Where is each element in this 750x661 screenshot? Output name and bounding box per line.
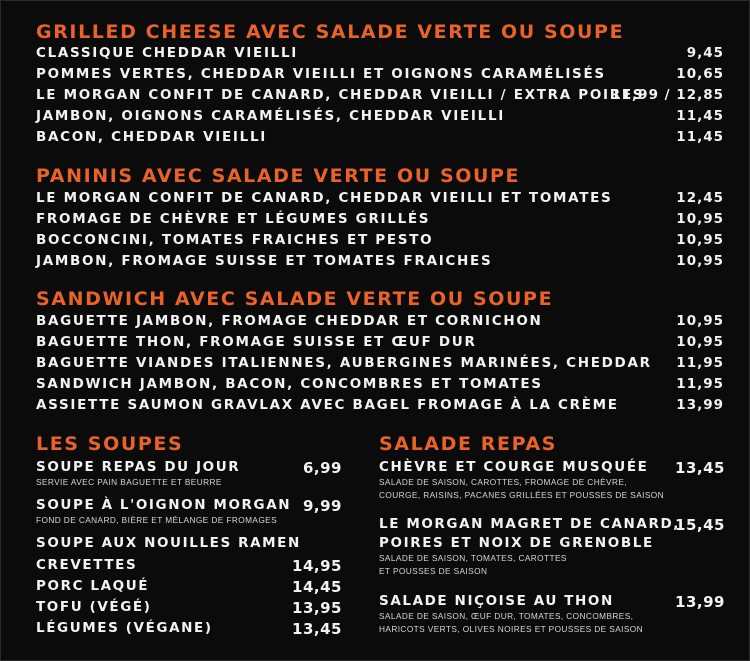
- salad-item: [379, 516, 725, 576]
- item-price: 10,95: [676, 313, 724, 329]
- item-price: 10,95: [676, 211, 724, 227]
- item-price: 13,99: [675, 593, 725, 611]
- item-description: FOND DE CANARD, BIÈRE ET MÉLANGE DE FROMAGES: [36, 515, 278, 525]
- item-price: 11,95: [676, 355, 724, 371]
- menu-item: [36, 129, 724, 150]
- item-name: JAMBON, OIGNONS CARAMÉLISÉS, CHEDDAR VIEILLI: [36, 108, 505, 124]
- item-price: 14,95: [292, 557, 342, 575]
- item-price: 11,99 / 12,85: [611, 87, 724, 103]
- item-name: BAGUETTE JAMBON, FROMAGE CHEDDAR ET CORNICHON: [36, 313, 543, 329]
- menu-item: [36, 355, 724, 376]
- item-price: 9,45: [686, 45, 724, 61]
- soupes-heading: LES SOUPES: [36, 433, 184, 455]
- item-price: 6,99: [302, 459, 342, 477]
- item-name: BACON, CHEDDAR VIEILLI: [36, 129, 267, 145]
- item-name: BAGUETTE THON, FROMAGE SUISSE ET ŒUF DUR: [36, 334, 477, 350]
- item-name: JAMBON, FROMAGE SUISSE ET TOMATES FRAICHES: [36, 253, 493, 269]
- item-name: POMMES VERTES, CHEDDAR VIEILLI ET OIGNONS CARAMÉLISÉS: [36, 66, 606, 82]
- item-name: FROMAGE DE CHÈVRE ET LÉGUMES GRILLÉS: [36, 211, 431, 227]
- item-name: TOFU (VÉGÉ): [36, 599, 152, 615]
- menu-item: [36, 190, 724, 211]
- item-name: LE MORGAN CONFIT DE CANARD, CHEDDAR VIEILLI / EXTRA POIRES: [36, 87, 645, 103]
- menu-item: [36, 313, 724, 334]
- ramen-item: [36, 620, 342, 636]
- menu-item: [36, 211, 724, 232]
- item-price: 14,45: [292, 578, 342, 596]
- ramen-item: [36, 578, 342, 594]
- item-name: POIRES ET NOIX DE GRENOBLE: [379, 535, 654, 551]
- item-description: ET POUSSES DE SAISON: [379, 566, 488, 576]
- menu-item: [36, 376, 724, 397]
- item-name: LE MORGAN MAGRET DE CANARD,: [379, 516, 681, 532]
- item-price: 13,45: [675, 459, 725, 477]
- item-price: 13,45: [292, 620, 342, 638]
- item-name: SOUPE REPAS DU JOUR: [36, 459, 241, 475]
- menu-item: [36, 253, 724, 274]
- item-price: 13,95: [292, 599, 342, 617]
- item-price: 10,65: [676, 66, 724, 82]
- menu-item: [36, 397, 724, 418]
- item-name: BOCCONCINI, TOMATES FRAICHES ET PESTO: [36, 232, 434, 248]
- item-description: SALADE DE SAISON, ŒUF DUR, TOMATES, CONCOMBRES,: [379, 611, 634, 621]
- item-name: CREVETTES: [36, 557, 138, 573]
- salad-item: [379, 593, 725, 634]
- item-price: 10,95: [676, 334, 724, 350]
- item-name: CLASSIQUE CHEDDAR VIEILLI: [36, 45, 299, 61]
- item-name: PORC LAQUÉ: [36, 578, 150, 594]
- item-name: SOUPE À L'OIGNON MORGAN: [36, 497, 292, 513]
- soup-item: [36, 459, 342, 487]
- item-price: 10,95: [676, 253, 724, 269]
- item-price: 15,45: [675, 516, 725, 534]
- item-name: CHÈVRE ET COURGE MUSQUÉE: [379, 459, 649, 475]
- item-price: 12,45: [676, 190, 724, 206]
- item-name: SALADE NIÇOISE AU THON: [379, 593, 614, 609]
- salade-heading: SALADE REPAS: [379, 433, 557, 455]
- item-price: 13,99: [676, 397, 724, 413]
- item-description: SERVIE AVEC PAIN BAGUETTE ET BEURRE: [36, 477, 222, 487]
- menu-item: [36, 87, 724, 108]
- item-price: 11,45: [676, 129, 724, 145]
- paninis-heading: PANINIS AVEC SALADE VERTE OU SOUPE: [36, 165, 521, 187]
- item-description: HARICOTS VERTS, OLIVES NOIRES ET POUSSES DE SAISON: [379, 624, 644, 634]
- menu-item: [36, 66, 724, 87]
- salad-item: [379, 459, 725, 500]
- item-price: 11,45: [676, 108, 724, 124]
- sandwich-heading: SANDWICH AVEC SALADE VERTE OU SOUPE: [36, 288, 554, 310]
- item-description: COURGE, RAISINS, PACANES GRILLÉES ET POUSSES DE SAISON: [379, 490, 665, 500]
- menu-item: [36, 45, 724, 66]
- ramen-subheading: [36, 535, 342, 551]
- item-description: SALADE DE SAISON, CAROTTES, FROMAGE DE CHÈVRE,: [379, 477, 627, 487]
- item-name: LÉGUMES (VÉGANE): [36, 620, 213, 636]
- item-description: SALADE DE SAISON, TOMATES, CAROTTES: [379, 553, 567, 563]
- item-name: LE MORGAN CONFIT DE CANARD, CHEDDAR VIEILLI ET TOMATES: [36, 190, 613, 206]
- grilled-cheese-heading: GRILLED CHEESE AVEC SALADE VERTE OU SOUPE: [36, 21, 625, 43]
- item-name: SOUPE AUX NOUILLES RAMEN: [36, 535, 301, 551]
- item-price: 10,95: [676, 232, 724, 248]
- item-name: SANDWICH JAMBON, BACON, CONCOMBRES ET TOMATES: [36, 376, 543, 392]
- item-name: ASSIETTE SAUMON GRAVLAX AVEC BAGEL FROMAGE À LA CRÈME: [36, 397, 619, 413]
- ramen-item: [36, 599, 342, 615]
- menu-item: [36, 232, 724, 253]
- ramen-item: [36, 557, 342, 573]
- item-price: 9,99: [302, 497, 342, 515]
- menu-item: [36, 108, 724, 129]
- item-name: BAGUETTE VIANDES ITALIENNES, AUBERGINES MARINÉES, CHEDDAR: [36, 355, 652, 371]
- menu-item: [36, 334, 724, 355]
- soup-item: [36, 497, 342, 525]
- item-price: 11,95: [676, 376, 724, 392]
